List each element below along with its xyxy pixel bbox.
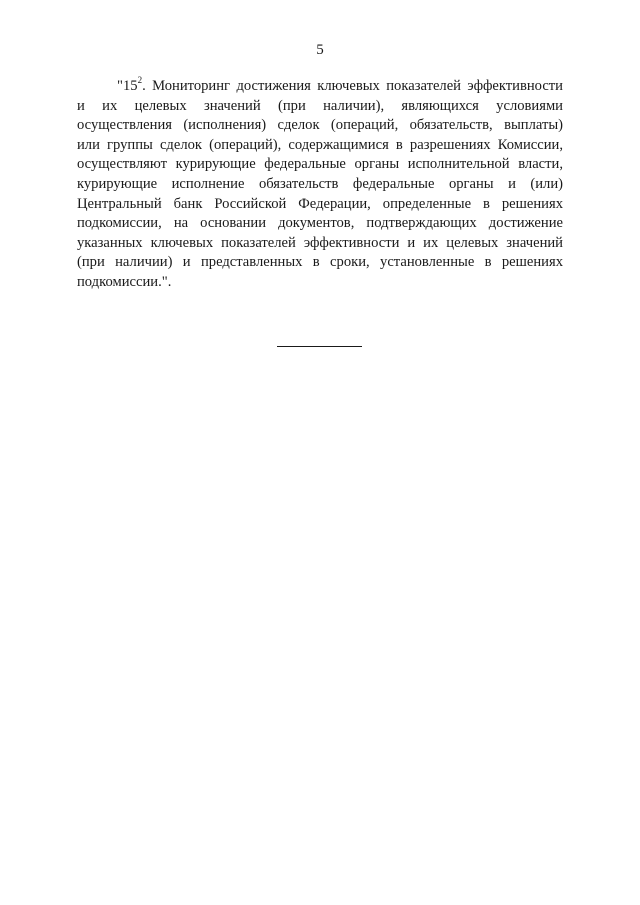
paragraph-line: осуществляют курирующие федеральные органы исполнительной власти, <box>77 156 563 173</box>
end-of-document-rule <box>277 346 362 347</box>
paragraph-line: (при наличии) и представленных в сроки, установленные в решениях <box>77 254 563 271</box>
paragraph-15-2 <box>77 77 563 293</box>
paragraph-line-last: подкомиссии.". <box>77 273 172 290</box>
page-number: 5 <box>316 42 324 58</box>
paragraph-line-1 <box>77 77 563 97</box>
paragraph-line: или группы сделок (операций), содержащимися в разрешениях Комиссии, <box>77 136 563 153</box>
paragraph-line: указанных ключевых показателей эффективности и их целевых значений <box>77 234 563 251</box>
paragraph-line: и их целевых значений (при наличии), являющихся условиями <box>77 97 563 114</box>
paragraph-line: осуществления (исполнения) сделок (операций, обязательств, выплаты) <box>77 117 563 134</box>
paragraph-line-1-text: . Мониторинг достижения ключевых показателей эффективности <box>142 78 563 94</box>
item-number-superscript: 2 <box>137 75 143 86</box>
paragraph-line: курирующие исполнение обязательств федеральные органы и (или) <box>77 175 563 192</box>
item-number: "15 <box>117 78 138 94</box>
paragraph-line: Центральный банк Российской Федерации, определенные в решениях <box>77 195 563 212</box>
paragraph-line: подкомиссии, на основании документов, подтверждающих достижение <box>77 215 563 232</box>
